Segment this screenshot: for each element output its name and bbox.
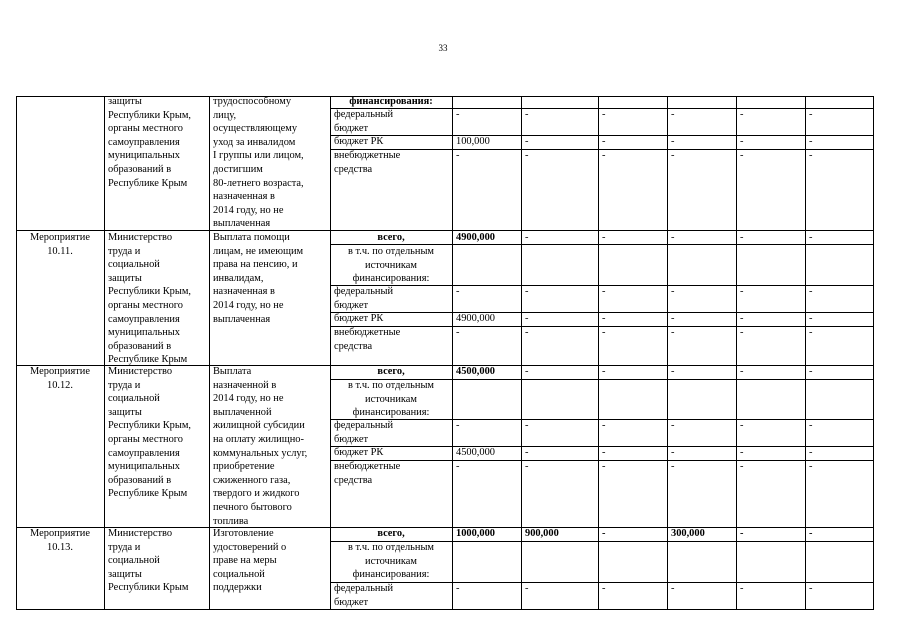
source-extrabudget-label: внебюджетные средства: [334, 461, 401, 486]
value-cell: -: [809, 528, 813, 539]
value-cell: -: [809, 232, 813, 243]
value-cell: -: [525, 150, 529, 161]
value-cell: -: [456, 286, 460, 297]
value-cell: -: [671, 583, 675, 594]
source-rk-label: бюджет РК: [334, 136, 384, 147]
value-cell: -: [740, 136, 744, 147]
value-cell: -: [809, 583, 813, 594]
value-cell: -: [525, 327, 529, 338]
value-cell: -: [740, 327, 744, 338]
grid-line: [209, 96, 210, 610]
description-cell: трудоспособному лицу, осуществляющему уход за инвалидом I группы или лицом, достигшим 80-летнего возраста, назначенная в 2014 году, но не выплаченная: [213, 96, 304, 230]
value-cell: -: [525, 313, 529, 324]
value-cell: -: [809, 327, 813, 338]
page-number: 33: [438, 43, 448, 53]
value-cell: -: [602, 583, 606, 594]
value-cell: -: [456, 583, 460, 594]
value-cell: -: [602, 327, 606, 338]
value-cell: -: [602, 420, 606, 431]
value-cell: -: [602, 109, 606, 120]
value-cell: -: [671, 461, 675, 472]
value-cell: -: [602, 232, 606, 243]
value-cell: -: [671, 286, 675, 297]
value-cell: -: [740, 583, 744, 594]
grid-line: [736, 96, 737, 610]
value-cell: -: [740, 313, 744, 324]
value-cell: -: [740, 109, 744, 120]
measure-name: Мероприятие 10.11.: [30, 232, 90, 257]
value-cell: 4500,000: [456, 447, 495, 458]
value-cell: -: [809, 366, 813, 377]
source-including-label: в т.ч. по отдельным источникам финансирования:: [347, 380, 435, 419]
source-financing-label: финансирования:: [349, 96, 433, 107]
value-cell: -: [602, 447, 606, 458]
source-federal-label: федеральный бюджет: [334, 109, 394, 134]
value-cell: -: [602, 150, 606, 161]
source-extrabudget-label: внебюджетные средства: [334, 150, 401, 175]
value-cell: 900,000: [525, 528, 559, 539]
value-cell: -: [740, 528, 744, 539]
value-cell: -: [740, 447, 744, 458]
source-federal-label: федеральный бюджет: [334, 583, 394, 608]
grid-line: [521, 96, 522, 610]
value-cell: -: [456, 327, 460, 338]
grid-line: [873, 96, 874, 610]
value-cell: -: [809, 420, 813, 431]
executor-cell: Министерство труда и социальной защиты Республики Крым, органы местного самоуправления муниципальных образований в Республике Крым: [108, 232, 192, 366]
value-cell: -: [671, 327, 675, 338]
value-cell: -: [740, 150, 744, 161]
value-cell: -: [671, 420, 675, 431]
value-cell: 4500,000: [456, 366, 495, 377]
value-cell: -: [456, 109, 460, 120]
grid-line: [452, 96, 453, 610]
value-cell: -: [740, 461, 744, 472]
value-cell: -: [671, 109, 675, 120]
description-cell: Изготовление удостоверений о праве на меры социальной поддержки: [213, 528, 287, 594]
value-cell: -: [671, 313, 675, 324]
value-cell: 100,000: [456, 136, 490, 147]
value-cell: -: [456, 420, 460, 431]
value-cell: -: [525, 583, 529, 594]
source-extrabudget-label: внебюджетные средства: [334, 327, 401, 352]
value-cell: -: [809, 109, 813, 120]
grid-line: [667, 96, 668, 610]
value-cell: -: [740, 286, 744, 297]
value-cell: -: [602, 313, 606, 324]
executor-cell: защиты Республики Крым, органы местного самоуправления муниципальных образований в Республике Крым: [108, 96, 192, 189]
grid-line: [598, 96, 599, 610]
value-cell: -: [525, 232, 529, 243]
description-cell: Выплата назначенной в 2014 году, но не выплаченной жилищной субсидии на оплату жилищно- коммунальных услуг, приобретение сжиженного газа, твердого и жидкого печного бытового топлива: [213, 366, 308, 527]
value-cell: -: [456, 461, 460, 472]
grid-line: [805, 96, 806, 610]
source-federal-label: федеральный бюджет: [334, 420, 394, 445]
value-cell: -: [602, 528, 606, 539]
value-cell: 4900,000: [456, 313, 495, 324]
value-cell: -: [740, 232, 744, 243]
measure-name: Мероприятие 10.12.: [30, 366, 90, 391]
value-cell: -: [525, 136, 529, 147]
value-cell: -: [602, 136, 606, 147]
value-cell: -: [809, 136, 813, 147]
source-total-label: всего,: [377, 528, 405, 539]
value-cell: -: [525, 461, 529, 472]
value-cell: -: [809, 150, 813, 161]
value-cell: -: [671, 150, 675, 161]
value-cell: -: [740, 366, 744, 377]
value-cell: -: [809, 461, 813, 472]
source-including-label: в т.ч. по отдельным источникам финансирования:: [347, 542, 435, 581]
value-cell: -: [525, 366, 529, 377]
executor-cell: Министерство труда и социальной защиты Республики Крым, органы местного самоуправления муниципальных образований в Республике Крым: [108, 366, 192, 500]
value-cell: -: [740, 420, 744, 431]
value-cell: -: [671, 136, 675, 147]
value-cell: -: [671, 366, 675, 377]
measure-name: Мероприятие 10.13.: [30, 528, 90, 553]
source-total-label: всего,: [377, 366, 405, 377]
source-including-label: в т.ч. по отдельным источникам финансирования:: [347, 246, 435, 285]
value-cell: -: [525, 420, 529, 431]
value-cell: -: [602, 461, 606, 472]
value-cell: -: [809, 313, 813, 324]
value-cell: -: [456, 150, 460, 161]
value-cell: -: [525, 286, 529, 297]
value-cell: -: [809, 286, 813, 297]
program-table: [16, 96, 874, 610]
description-cell: Выплата помощи лицам, не имеющим права на пенсию, и инвалидам, назначенная в 2014 году, но не выплаченная: [213, 232, 304, 325]
value-cell: -: [525, 447, 529, 458]
value-cell: -: [525, 109, 529, 120]
value-cell: -: [671, 232, 675, 243]
executor-cell: Министерство труда и социальной защиты Республики Крым: [108, 528, 189, 594]
source-rk-label: бюджет РК: [334, 313, 384, 324]
value-cell: -: [602, 286, 606, 297]
value-cell: -: [602, 366, 606, 377]
grid-line: [104, 96, 105, 610]
source-rk-label: бюджет РК: [334, 447, 384, 458]
value-cell: 4900,000: [456, 232, 495, 243]
value-cell: 1000,000: [456, 528, 495, 539]
value-cell: -: [809, 447, 813, 458]
value-cell: -: [671, 447, 675, 458]
source-total-label: всего,: [377, 232, 405, 243]
value-cell: 300,000: [671, 528, 705, 539]
source-federal-label: федеральный бюджет: [334, 286, 394, 311]
